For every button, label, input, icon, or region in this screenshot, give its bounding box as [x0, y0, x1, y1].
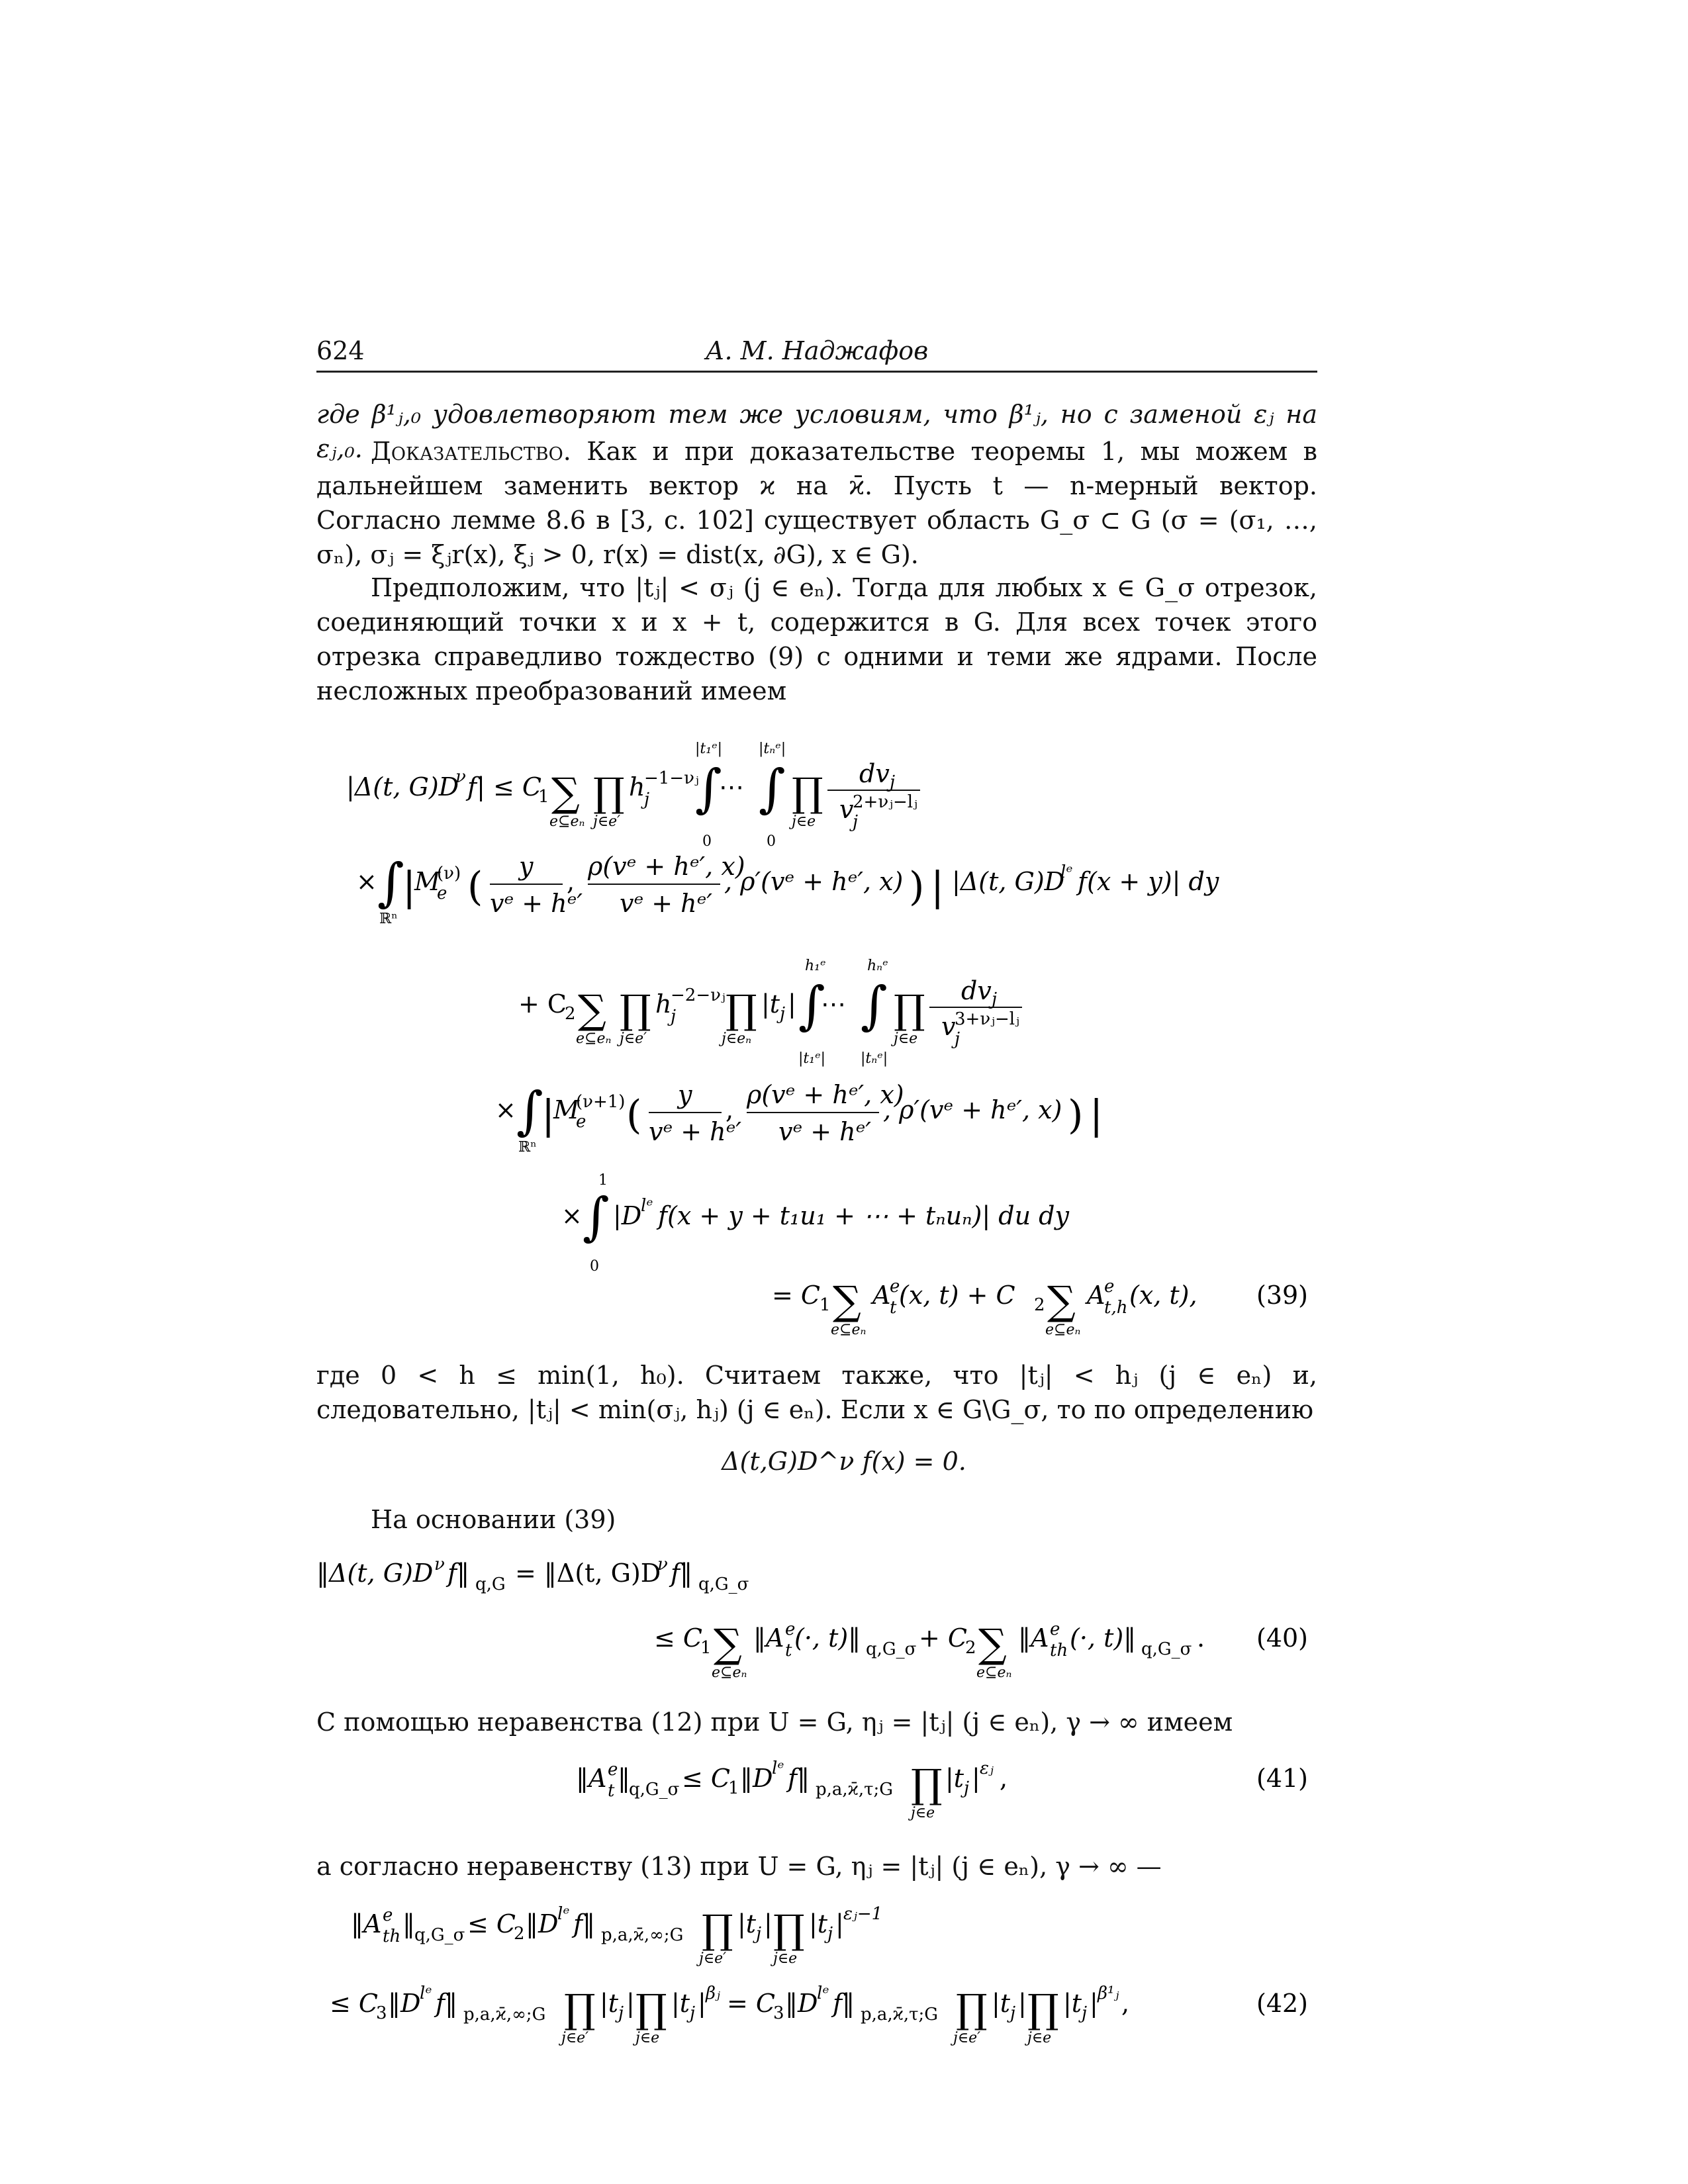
- svg-text:|: |: [931, 864, 945, 910]
- svg-text:e⊆eₙ: e⊆eₙ: [712, 1664, 747, 1681]
- eq39-line6: [772, 1277, 1197, 1338]
- svg-text:j: j: [618, 2003, 624, 2023]
- svg-text:p,a,ϰ̄,τ;G: p,a,ϰ̄,τ;G: [816, 1780, 894, 1799]
- svg-text:∫: ∫: [583, 1187, 610, 1247]
- svg-text:∫: ∫: [516, 1081, 543, 1141]
- svg-text:, ρ′(vᵉ + hᵉ′, x): , ρ′(vᵉ + hᵉ′, x): [883, 1095, 1062, 1124]
- svg-text:|: |: [698, 1989, 706, 2018]
- svg-text:‖D: ‖D: [388, 1989, 421, 2018]
- svg-text:∏: ∏: [911, 1761, 943, 1807]
- svg-text:p,a,ϰ̄,τ;G: p,a,ϰ̄,τ;G: [861, 2005, 939, 2025]
- svg-text:f(x + y + t₁u₁ + ⋯ + tₙuₙ)| du: f(x + y + t₁u₁ + ⋯ + tₙuₙ)| du dy: [658, 1201, 1069, 1230]
- svg-text:f| ≤ C: f| ≤ C: [467, 772, 541, 801]
- svg-text:,: ,: [1121, 1989, 1130, 2018]
- svg-text:ℝⁿ: ℝⁿ: [518, 1139, 537, 1156]
- svg-text:‖D: ‖D: [785, 1989, 818, 2018]
- svg-text:e⊆eₙ: e⊆eₙ: [976, 1664, 1012, 1681]
- svg-text:j∈eₙ: j∈eₙ: [722, 1030, 752, 1047]
- svg-text:1: 1: [538, 787, 549, 807]
- svg-text:f‖: f‖: [436, 1989, 458, 2018]
- svg-text:dv: dv: [859, 759, 890, 788]
- svg-text:ℝⁿ: ℝⁿ: [379, 911, 398, 927]
- svg-text:th: th: [1050, 1641, 1068, 1661]
- svg-text:= C: = C: [727, 1989, 775, 2018]
- svg-text:‖A: ‖A: [351, 1909, 382, 1938]
- svg-text:= ‖Δ(t, G)D: = ‖Δ(t, G)D: [515, 1559, 661, 1588]
- svg-text:f‖: f‖: [788, 1764, 810, 1793]
- svg-text:t,h: t,h: [1104, 1298, 1128, 1318]
- svg-text:(: (: [626, 1092, 642, 1138]
- svg-text:∑: ∑: [833, 1278, 861, 1324]
- svg-text:A: A: [872, 1281, 891, 1310]
- svg-text:ρ(vᵉ + hᵉ′, x): ρ(vᵉ + hᵉ′, x): [588, 852, 745, 881]
- svg-text:y: y: [678, 1080, 692, 1109]
- svg-text:∏: ∏: [702, 1907, 733, 1953]
- svg-text:0: 0: [767, 833, 776, 850]
- svg-text:j∈e′: j∈e′: [699, 1950, 727, 1967]
- svg-text:j∈e′: j∈e′: [953, 2030, 981, 2046]
- svg-text:|t: |t: [737, 1909, 757, 1938]
- svg-text:j∈e: j∈e: [635, 2030, 660, 2046]
- svg-text:lᵉ: lᵉ: [420, 1983, 432, 2003]
- svg-text:‖: ‖: [618, 1764, 630, 1793]
- svg-text:1: 1: [728, 1778, 739, 1798]
- svg-text:q,G_σ: q,G_σ: [1141, 1639, 1192, 1659]
- svg-text:∏: ∏: [956, 1986, 988, 2032]
- proof-paragraph: [316, 434, 1317, 572]
- svg-text:‖: ‖: [402, 1909, 415, 1938]
- svg-text:(x, t) + C: (x, t) + C: [899, 1281, 1015, 1310]
- svg-text:e: e: [1050, 1619, 1060, 1639]
- svg-text:⋯: ⋯: [719, 772, 744, 801]
- svg-text:vᵉ + hᵉ′: vᵉ + hᵉ′: [620, 889, 712, 918]
- svg-text:≤ C: ≤ C: [467, 1909, 516, 1938]
- svg-text:1: 1: [700, 1638, 712, 1658]
- svg-text:vᵉ + hᵉ′: vᵉ + hᵉ′: [490, 889, 583, 918]
- svg-text:2: 2: [965, 1638, 976, 1658]
- proof-label: Доказательство.: [371, 437, 571, 466]
- equation-40: [316, 1549, 1317, 1694]
- svg-text:M: M: [414, 867, 440, 896]
- svg-text:M: M: [553, 1095, 579, 1124]
- svg-text:×: ×: [495, 1095, 516, 1124]
- svg-text:, ρ′(vᵉ + hᵉ′, x): , ρ′(vᵉ + hᵉ′, x): [724, 867, 904, 896]
- svg-text:(ν): (ν): [437, 864, 461, 884]
- svg-text:≤ C: ≤ C: [654, 1623, 702, 1653]
- svg-text:|t₁ᵉ|: |t₁ᵉ|: [695, 741, 723, 757]
- svg-text:‖D: ‖D: [740, 1764, 773, 1793]
- svg-text:|Δ(t, G)D: |Δ(t, G)D: [346, 772, 459, 801]
- svg-text:‖A: ‖A: [576, 1764, 607, 1793]
- svg-text:|: |: [1018, 1989, 1027, 2018]
- svg-text:∏: ∏: [620, 987, 651, 1033]
- running-header: [316, 336, 1317, 371]
- equation-zero: Δ(t,G)D^ν f(x) = 0.: [722, 1447, 966, 1476]
- svg-text:j: j: [992, 989, 998, 1009]
- svg-text:ν: ν: [657, 1555, 668, 1574]
- svg-text:|tₙᵉ|: |tₙᵉ|: [759, 741, 786, 757]
- svg-text:lᵉ: lᵉ: [772, 1758, 784, 1778]
- svg-text:∏: ∏: [1027, 1986, 1059, 2032]
- svg-text:j: j: [644, 790, 650, 809]
- svg-text:f‖: f‖: [833, 1989, 855, 2018]
- svg-text:|t₁ᵉ|: |t₁ᵉ|: [798, 1050, 826, 1067]
- eq41-line1: [576, 1758, 1008, 1821]
- svg-text:1: 1: [820, 1295, 831, 1315]
- svg-text:v: v: [941, 1012, 956, 1041]
- svg-text:|: |: [835, 1909, 844, 1938]
- svg-text:q,G: q,G: [475, 1574, 506, 1594]
- eq39-line2: [356, 852, 1219, 927]
- svg-text:∫: ∫: [861, 976, 888, 1036]
- svg-text:vᵉ + hᵉ′: vᵉ + hᵉ′: [649, 1117, 741, 1146]
- svg-text:|t: |t: [761, 989, 780, 1019]
- svg-text:A: A: [1087, 1281, 1105, 1310]
- svg-text:hₙᵉ: hₙᵉ: [867, 958, 888, 974]
- svg-text:∑: ∑: [1047, 1278, 1076, 1324]
- svg-text:‖D: ‖D: [526, 1909, 559, 1938]
- svg-text:f‖: f‖: [671, 1559, 693, 1588]
- svg-text:f‖: f‖: [573, 1909, 596, 1938]
- svg-text:lᵉ: lᵉ: [817, 1983, 829, 2003]
- svg-text:∏: ∏: [792, 770, 823, 816]
- svg-text:e: e: [576, 1112, 586, 1132]
- paragraph-assumption: Предположим, что |tⱼ| < σⱼ (j ∈ eₙ). Тогда для любых x ∈ G_σ отрезок, соединяющий точки x и x + t, содержится в G. Для всех точек этого отрезка справедливо тождество (9) с одними и теми же ядрами. После несложных преобразований имеем: [316, 573, 1317, 705]
- svg-text:j: j: [890, 772, 896, 792]
- svg-text:lᵉ: lᵉ: [557, 1904, 570, 1924]
- svg-text:e: e: [1104, 1277, 1115, 1297]
- svg-text:e: e: [890, 1277, 900, 1297]
- svg-text:e: e: [437, 884, 447, 903]
- svg-text:0: 0: [702, 833, 712, 850]
- proof-text: Как и при доказательстве теоремы 1, мы можем в дальнейшем заменить вектор ϰ на ϰ̄. Пусть t — n-мерный вектор. Согласно лемме 8.6 в [3, с. 102] существует область G_σ ⊂ G (σ = (σ₁, …, σₙ), σⱼ = ξⱼr(x), ξⱼ > 0, r(x) = dist(x, ∂G), x ∈ G).: [316, 437, 1317, 569]
- eq42-line2: [330, 1983, 1129, 2046]
- svg-text:|t: |t: [671, 1989, 690, 2018]
- svg-text:j: j: [964, 1778, 970, 1798]
- svg-text:j: j: [1082, 2003, 1088, 2023]
- svg-text:2: 2: [1034, 1295, 1045, 1315]
- header-rule: [316, 371, 1317, 373]
- eq39-line1: [346, 741, 920, 850]
- svg-text:‖A: ‖A: [1018, 1623, 1049, 1653]
- svg-text:e: e: [608, 1760, 618, 1780]
- svg-text:|: |: [541, 1092, 555, 1138]
- svg-text:j: j: [955, 1029, 961, 1049]
- svg-text:∏: ∏: [773, 1907, 805, 1953]
- svg-text:h₁ᵉ: h₁ᵉ: [805, 958, 826, 974]
- eq40-line1: [316, 1555, 749, 1594]
- svg-text:(·, t)‖: (·, t)‖: [794, 1623, 861, 1653]
- svg-text:j: j: [853, 812, 859, 832]
- svg-text:t: t: [785, 1641, 792, 1661]
- svg-text:3+νⱼ−lⱼ: 3+νⱼ−lⱼ: [955, 1009, 1019, 1029]
- svg-text:ν: ν: [434, 1555, 445, 1574]
- svg-text:j∈e: j∈e: [792, 813, 816, 830]
- svg-text:0: 0: [590, 1258, 599, 1275]
- svg-text:εⱼ: εⱼ: [980, 1758, 994, 1778]
- svg-text:≤ C: ≤ C: [330, 1989, 378, 2018]
- eq39-line3: [518, 958, 1022, 1067]
- svg-text:e⊆eₙ: e⊆eₙ: [1045, 1322, 1081, 1338]
- svg-text:f‖: f‖: [447, 1559, 470, 1588]
- svg-text:+ C: + C: [919, 1623, 967, 1653]
- paragraph-inequality-12: С помощью неравенства (12) при U = G, ηⱼ = |tⱼ| (j ∈ eₙ), γ → ∞ имеем: [316, 1707, 1233, 1737]
- svg-text:∫: ∫: [759, 759, 786, 819]
- svg-text:(ν+1): (ν+1): [576, 1092, 626, 1112]
- svg-text:−2−νⱼ: −2−νⱼ: [671, 985, 726, 1005]
- svg-text:(·, t)‖: (·, t)‖: [1070, 1623, 1137, 1653]
- svg-text:q,G_σ: q,G_σ: [629, 1780, 680, 1799]
- svg-text:×: ×: [561, 1201, 583, 1230]
- svg-text:f(x + y)| dy: f(x + y)| dy: [1078, 867, 1219, 896]
- paragraph-based-on-39: На основании (39): [371, 1505, 616, 1534]
- eq39-number: (39): [1256, 1281, 1309, 1310]
- svg-text:|: |: [764, 1909, 773, 1938]
- svg-text:∑: ∑: [978, 1621, 1007, 1667]
- svg-text:∏: ∏: [726, 987, 757, 1033]
- svg-text:dv: dv: [961, 976, 992, 1005]
- paragraph-conditions: где 0 < h ≤ min(1, h₀). Считаем также, что |tⱼ| < hⱼ (j ∈ eₙ) и, следовательно, |tⱼ| < min(σⱼ, hⱼ) (j ∈ eₙ). Если x ∈ G\G_σ, то по определению: [316, 1361, 1317, 1424]
- svg-text:j∈e: j∈e: [894, 1030, 918, 1047]
- svg-text:‖Δ(t, G)D: ‖Δ(t, G)D: [316, 1559, 434, 1588]
- svg-text:|: |: [788, 989, 796, 1019]
- eq41-number: (41): [1256, 1764, 1309, 1793]
- svg-text:2+νⱼ−lⱼ: 2+νⱼ−lⱼ: [853, 792, 917, 812]
- svg-text:ρ(vᵉ + hᵉ′, x): ρ(vᵉ + hᵉ′, x): [747, 1080, 904, 1109]
- svg-text:): ): [1068, 1092, 1084, 1138]
- svg-text:|D: |D: [613, 1201, 642, 1230]
- svg-text:= C: = C: [772, 1281, 820, 1310]
- svg-text:|: |: [626, 1989, 635, 2018]
- svg-text:×: ×: [356, 867, 377, 896]
- svg-text:j: j: [827, 1924, 833, 1944]
- svg-text:|t: |t: [992, 1989, 1011, 2018]
- svg-text:e: e: [383, 1905, 393, 1925]
- lemma-tail: где β¹ⱼ,₀ удовлетворяют тем же условиям, что β¹ⱼ, но с заменой εⱼ на εⱼ,₀.: [316, 400, 1317, 463]
- svg-text:≤ C: ≤ C: [682, 1764, 730, 1793]
- svg-text:|t: |t: [809, 1909, 828, 1938]
- running-head-author: А. М. Наджафов: [705, 336, 929, 365]
- svg-text:j∈e′: j∈e′: [561, 2030, 589, 2046]
- paragraph-inequality-13: а согласно неравенству (13) при U = G, ηⱼ = |tⱼ| (j ∈ eₙ), γ → ∞ —: [316, 1852, 1162, 1881]
- svg-text:j: j: [1010, 2003, 1016, 2023]
- svg-text:e⊆eₙ: e⊆eₙ: [576, 1030, 612, 1047]
- svg-text:j: j: [780, 1004, 786, 1024]
- svg-text:p,a,ϰ̄,∞;G: p,a,ϰ̄,∞;G: [601, 1925, 684, 1945]
- svg-text:j∈e′: j∈e′: [620, 1030, 647, 1047]
- svg-text:2: 2: [565, 1004, 576, 1024]
- svg-text:|: |: [1090, 1092, 1103, 1138]
- svg-text:q,G_σ: q,G_σ: [698, 1574, 749, 1594]
- svg-text:|Δ(t, G)D: |Δ(t, G)D: [952, 867, 1065, 896]
- svg-text:∫: ∫: [798, 976, 825, 1036]
- eq42-line1: [351, 1904, 882, 1967]
- svg-text:,: ,: [1000, 1764, 1008, 1793]
- svg-text:j: j: [690, 2003, 696, 2023]
- svg-text:j∈e′: j∈e′: [593, 813, 621, 830]
- svg-text:β¹ⱼ: β¹ⱼ: [1098, 1983, 1119, 2003]
- svg-text:v: v: [839, 795, 854, 824]
- svg-text:|: |: [1090, 1989, 1098, 2018]
- svg-text:e: e: [785, 1619, 796, 1639]
- svg-text:ν: ν: [455, 767, 466, 787]
- svg-text:−1−νⱼ: −1−νⱼ: [644, 768, 699, 788]
- svg-text:j∈e: j∈e: [773, 1950, 798, 1967]
- svg-text:|: |: [402, 864, 416, 910]
- svg-text:.: .: [1197, 1623, 1205, 1653]
- svg-text:,: ,: [567, 867, 575, 896]
- svg-text:vᵉ + hᵉ′: vᵉ + hᵉ′: [778, 1117, 871, 1146]
- svg-text:|t: |t: [600, 1989, 619, 2018]
- svg-text:lᵉ: lᵉ: [1060, 862, 1073, 882]
- svg-text:j: j: [756, 1924, 762, 1944]
- svg-text:j∈e: j∈e: [911, 1805, 935, 1821]
- equation-39: [316, 721, 1317, 1343]
- svg-text:q,G_σ: q,G_σ: [414, 1925, 465, 1945]
- svg-text:q,G_σ: q,G_σ: [866, 1639, 917, 1659]
- svg-text:∑: ∑: [551, 770, 580, 816]
- svg-text:p,a,ϰ̄,∞;G: p,a,ϰ̄,∞;G: [463, 2005, 546, 2025]
- svg-text:|t: |t: [945, 1764, 964, 1793]
- svg-text:t: t: [608, 1781, 615, 1801]
- svg-text:1: 1: [598, 1172, 608, 1189]
- eq40-number: (40): [1256, 1623, 1309, 1653]
- svg-text:∏: ∏: [593, 770, 625, 816]
- page-number: 624: [316, 336, 365, 365]
- svg-text:): ): [909, 864, 925, 910]
- svg-text:th: th: [383, 1927, 401, 1946]
- svg-text:2: 2: [514, 1924, 525, 1944]
- svg-text:(: (: [467, 864, 483, 910]
- svg-text:,: ,: [726, 1095, 734, 1124]
- svg-text:e⊆eₙ: e⊆eₙ: [549, 813, 585, 830]
- svg-text:∑: ∑: [578, 987, 606, 1033]
- svg-text:∫: ∫: [377, 853, 404, 913]
- svg-text:(x, t),: (x, t),: [1129, 1281, 1197, 1310]
- svg-text:3: 3: [376, 2003, 387, 2023]
- svg-text:j: j: [671, 1007, 677, 1026]
- svg-text:e⊆eₙ: e⊆eₙ: [831, 1322, 867, 1338]
- eq42-number: (42): [1256, 1989, 1309, 2018]
- svg-text:⋯: ⋯: [821, 989, 846, 1019]
- svg-text:∏: ∏: [564, 1986, 596, 2032]
- svg-text:t: t: [890, 1298, 897, 1318]
- svg-text:+ C: + C: [518, 989, 567, 1019]
- eq40-line2: [654, 1619, 1205, 1681]
- svg-text:∑: ∑: [714, 1621, 742, 1667]
- svg-text:y: y: [519, 852, 534, 881]
- eq39-line5: [561, 1172, 1069, 1275]
- equation-42: [316, 1893, 1317, 2065]
- svg-text:h: h: [655, 989, 672, 1019]
- equation-41: [316, 1747, 1317, 1833]
- eq39-line4: [495, 1080, 1103, 1156]
- svg-text:|t: |t: [1063, 1989, 1082, 2018]
- svg-text:j∈e: j∈e: [1027, 2030, 1052, 2046]
- svg-text:‖A: ‖A: [753, 1623, 784, 1653]
- svg-text:∏: ∏: [635, 1986, 667, 2032]
- svg-text:lᵉ: lᵉ: [641, 1196, 653, 1216]
- svg-text:∫: ∫: [695, 759, 722, 819]
- svg-text:|: |: [972, 1764, 980, 1793]
- svg-text:h: h: [629, 772, 645, 801]
- svg-text:εⱼ−1: εⱼ−1: [843, 1904, 883, 1924]
- svg-text:∏: ∏: [894, 987, 925, 1033]
- svg-text:3: 3: [773, 2003, 784, 2023]
- svg-text:βⱼ: βⱼ: [706, 1983, 720, 2003]
- svg-text:|tₙᵉ|: |tₙᵉ|: [861, 1050, 888, 1067]
